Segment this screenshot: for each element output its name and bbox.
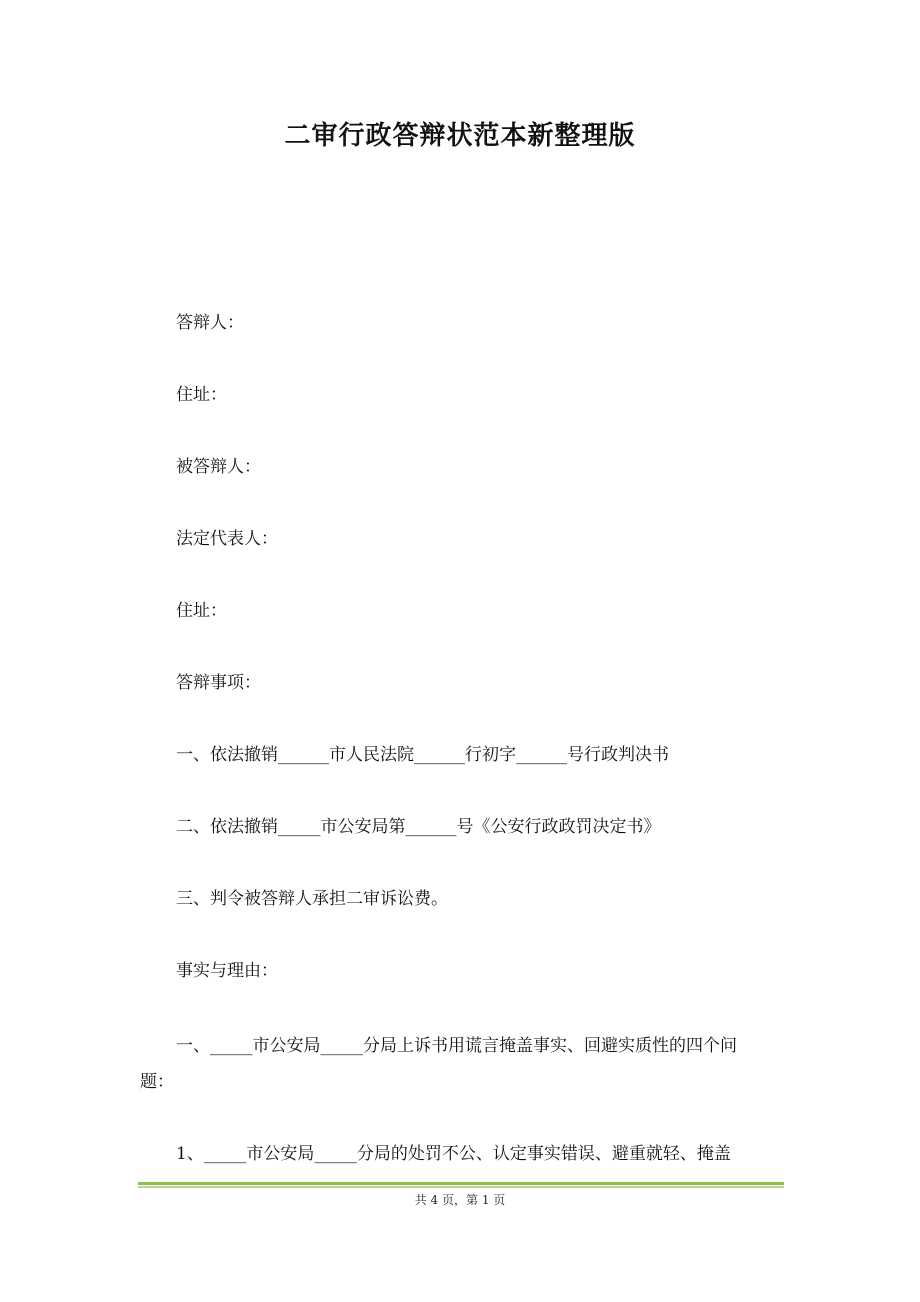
footer-rule-top [138, 1182, 784, 1185]
paragraph-1-line-2: 题： [140, 1072, 174, 1092]
paragraph-2-line-1: 1、_____市公安局_____分局的处罚不公、认定事实错误、避重就轻、掩盖 [176, 1144, 731, 1164]
legal-representative-label: 法定代表人： [176, 529, 278, 549]
defense-item-1: 一、依法撤销______市人民法院______行初字______号行政判决书 [176, 745, 669, 765]
footer-rule-bottom [138, 1186, 784, 1188]
appellant-address-label: 住址： [176, 601, 227, 621]
defense-matters-heading: 答辩事项： [176, 673, 261, 693]
defense-item-2: 二、依法撤销_____市公安局第______号《公安行政政罚决定书》 [176, 817, 661, 837]
document-title: 二审行政答辩状范本新整理版 [284, 121, 636, 151]
paragraph-1-line-1: 一、_____市公安局_____分局上诉书用谎言掩盖事实、回避实质性的四个问 [176, 1036, 737, 1056]
page-number: 共 4 页，第 1 页 [414, 1193, 506, 1207]
respondent-address-label: 住址： [176, 385, 227, 405]
facts-reasons-heading: 事实与理由： [176, 961, 278, 981]
defense-item-3: 三、判令被答辩人承担二审诉讼费。 [176, 889, 448, 909]
footer-rule [138, 1182, 784, 1188]
appellant-label: 被答辩人： [176, 457, 261, 477]
respondent-label: 答辩人： [176, 313, 244, 333]
